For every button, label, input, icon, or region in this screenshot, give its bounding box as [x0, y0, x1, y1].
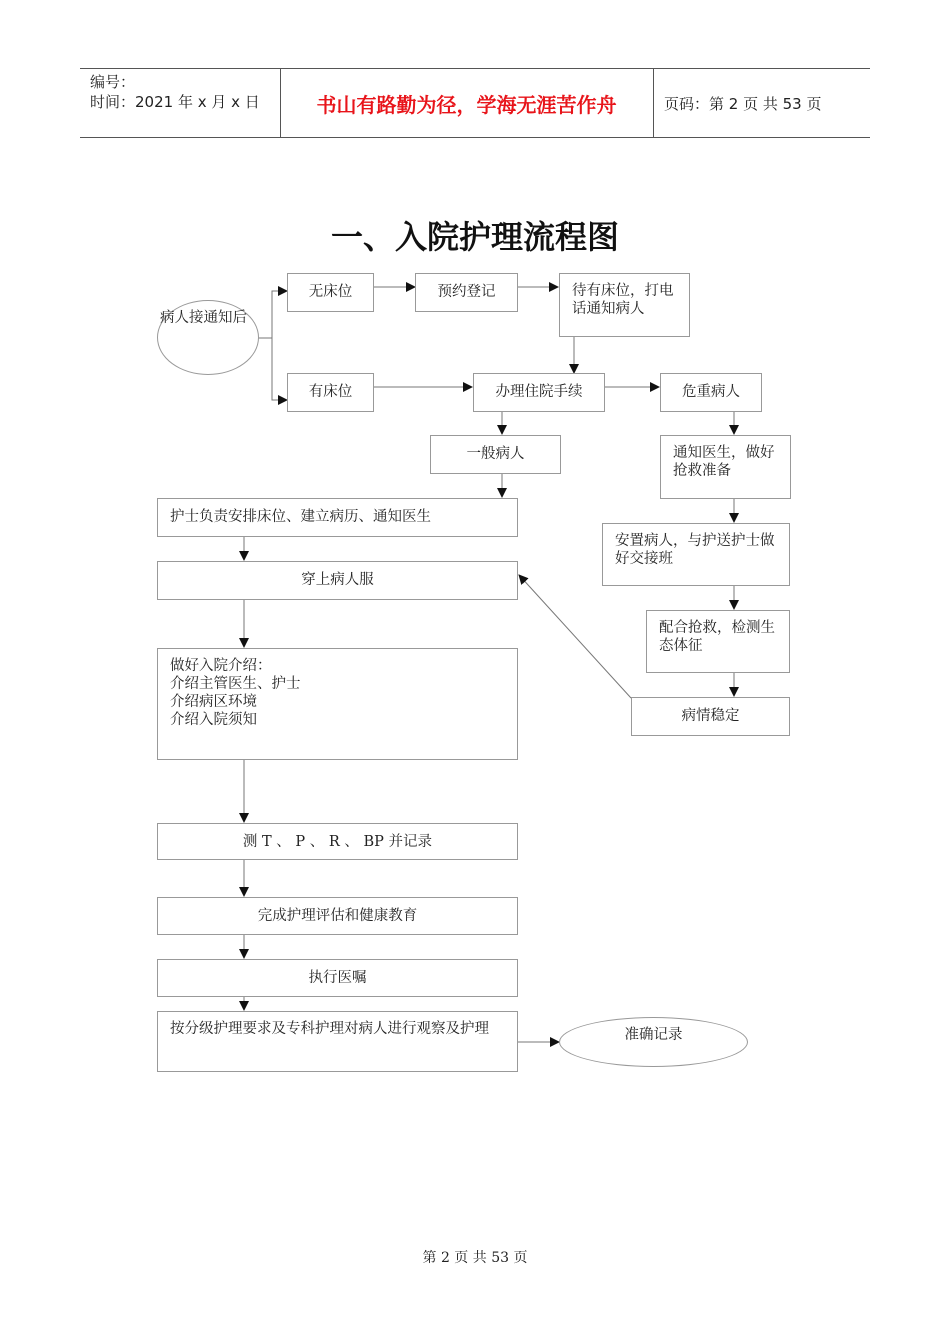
page-title: 一、入院护理流程图	[330, 218, 619, 256]
intro-item-2: 介绍病区环境	[170, 694, 257, 710]
node-handover: 安置病人，与护送护士做好交接班	[602, 523, 790, 586]
header-number: 编号：	[90, 73, 136, 91]
node-wear-clothes: 穿上病人服	[157, 561, 518, 600]
header-date: 时间：2021 年 x 月 x 日	[90, 93, 260, 111]
intro-title: 做好入院介绍：	[170, 658, 272, 674]
intro-item-1: 介绍主管医生、护士	[170, 676, 301, 692]
intro-item-3: 介绍入院须知	[170, 712, 257, 728]
node-intro	[157, 648, 518, 760]
start-label: 病人接通知后	[160, 310, 247, 326]
node-reserve: 预约登记	[415, 273, 518, 312]
node-rescue: 配合抢救，检测生态体征	[646, 610, 790, 673]
record-label: 准确记录	[624, 1027, 683, 1043]
node-stable: 病情稳定	[631, 697, 790, 736]
node-notify-doctor: 通知医生，做好抢救准备	[660, 435, 791, 499]
node-no-bed: 无床位	[287, 273, 374, 312]
node-wait-bed: 待有床位，打电话通知病人	[559, 273, 690, 337]
arrow-start-to-no-bed	[258, 291, 287, 338]
node-general: 一般病人	[430, 435, 561, 474]
node-nurse-arrange: 护士负责安排床位、建立病历、通知医生	[157, 498, 518, 537]
node-observe: 按分级护理要求及专科护理对病人进行观察及护理	[157, 1011, 518, 1072]
header-motto: 书山有路勤为径，学海无涯苦作舟	[280, 69, 654, 137]
page-footer: 第 2 页 共 53 页	[422, 1250, 528, 1266]
arrow-start-to-has-bed	[272, 338, 287, 400]
header-page-info: 页码：第 2 页 共 53 页	[664, 94, 822, 113]
node-critical: 危重病人	[660, 373, 762, 412]
node-orders: 执行医嘱	[157, 959, 518, 997]
node-assessment: 完成护理评估和健康教育	[157, 897, 518, 935]
node-admission: 办理住院手续	[473, 373, 605, 412]
arrow-stable-to-clothes	[519, 575, 631, 698]
node-vitals: 测 T 、 P 、 R 、 BP 并记录	[157, 823, 518, 860]
node-has-bed: 有床位	[287, 373, 374, 412]
